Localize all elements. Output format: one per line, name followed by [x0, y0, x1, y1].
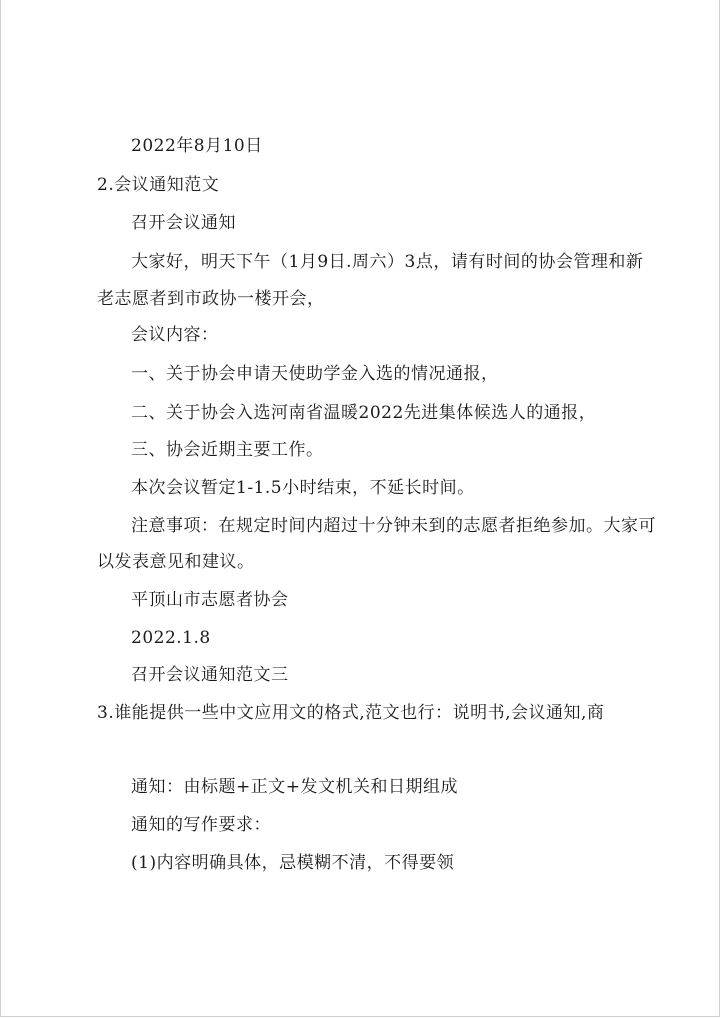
notice-title: 召开会议通知 — [131, 213, 236, 233]
paragraph-line: 会议内容： — [131, 325, 219, 345]
paragraph-line: 本次会议暂定1-1.5小时结束，不延长时间。 — [131, 478, 475, 498]
paragraph-line: 注意事项：在规定时间内超过十分钟未到的志愿者拒绝参加。大家可 — [131, 516, 656, 536]
list-item: 二、关于协会入选河南省温暖2022先进集体候选人的通报， — [131, 403, 597, 423]
paragraph-line: 通知：由标题+正文+发文机关和日期组成 — [131, 777, 458, 797]
list-item: 一、关于协会申请天使助学金入选的情况通报， — [131, 364, 499, 384]
date-line: 2022年8月10日 — [131, 136, 263, 156]
section-heading: 2.会议通知范文 — [97, 175, 220, 195]
signature-line: 平顶山市志愿者协会 — [131, 590, 289, 610]
list-item: (1)内容明确具体，忌模糊不清，不得要领 — [131, 853, 455, 873]
date-line: 2022.1.8 — [131, 628, 211, 648]
section-subtitle: 召开会议通知范文三 — [131, 665, 289, 685]
paragraph-line: 以发表意见和建议。 — [97, 552, 255, 572]
list-item: 三、协会近期主要工作。 — [131, 440, 324, 460]
section-heading: 3.谁能提供一些中文应用文的格式,范文也行：说明书,会议通知,商 — [97, 703, 605, 723]
paragraph-line: 老志愿者到市政协一楼开会， — [97, 289, 325, 309]
paragraph-line: 大家好，明天下午（1月9日.周六）3点，请有时间的协会管理和新 — [131, 252, 644, 272]
paragraph-line: 通知的写作要求： — [131, 815, 271, 835]
